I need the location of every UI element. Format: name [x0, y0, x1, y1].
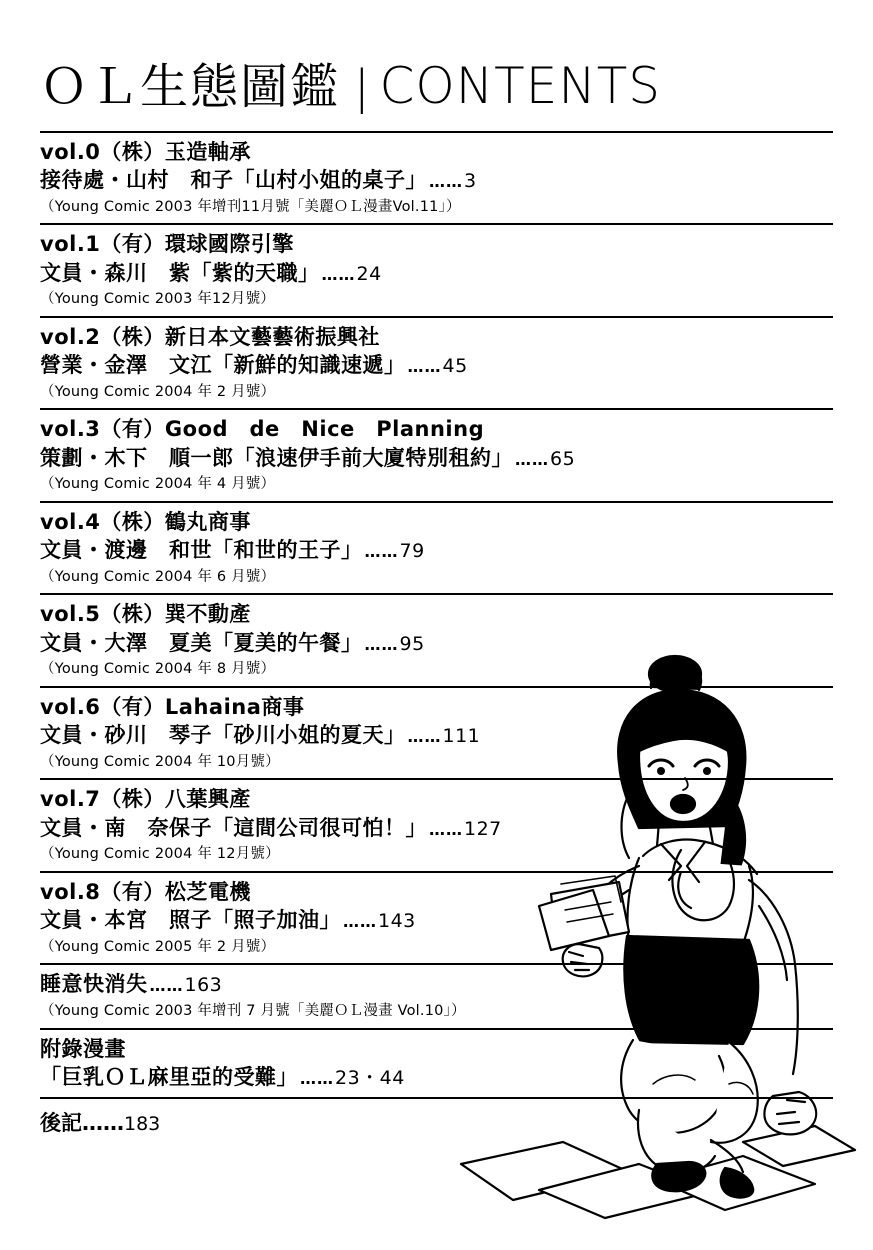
- toc-entry[interactable]: [40, 131, 833, 223]
- appendix-title: 「巨乳ＯＬ麻里亞的受難」: [40, 1064, 298, 1089]
- toc-entry-title: 文員・大澤 夏美「夏美的午餐」: [40, 630, 363, 655]
- toc-entry-title: 文員・本宮 照子「照子加油」: [40, 908, 341, 933]
- toc-entry[interactable]: [40, 686, 833, 778]
- toc-entry-title: 策劃・木下 順一郎「浪速伊手前大廈特別租約」: [40, 445, 513, 470]
- toc-entry-source: （Young Comic 2004 年 6 月號）: [40, 568, 276, 585]
- toc-entry-title: 文員・南 奈保子「這間公司很可怕！」: [40, 815, 427, 840]
- toc-entry-title: 文員・渡邊 和世「和世的王子」: [40, 538, 363, 563]
- toc-entry-source: （Young Comic 2003 年12月號）: [40, 291, 275, 308]
- toc-entry-volume: vol.1（有）環球國際引擎: [40, 232, 294, 257]
- toc-entry-source: （Young Comic 2003 年增刊11月號「美麗ＯＬ漫畫Vol.11」）: [40, 198, 461, 215]
- toc-entry-page: 45: [442, 355, 468, 378]
- toc-entry[interactable]: [40, 316, 833, 408]
- header-separator: |: [354, 60, 370, 114]
- toc-entry-title-line: [40, 444, 833, 473]
- toc-entry-source: （Young Comic 2004 年 2 月號）: [40, 383, 276, 400]
- header-title-contents: CONTENTS: [379, 57, 662, 115]
- toc-entry-source: （Young Comic 2005 年 2 月號）: [40, 938, 276, 955]
- toc-entry-title: 接待處・山村 和子「山村小姐的桌子」: [40, 168, 427, 193]
- leader-dots: ……: [343, 912, 377, 932]
- leader-dots: ……: [321, 264, 356, 284]
- toc-entry[interactable]: [40, 871, 833, 963]
- toc-entry-title: 文員・森川 紫「紫的天職」: [40, 260, 320, 285]
- leader-dots: ……: [407, 727, 442, 747]
- toc-entry[interactable]: [40, 408, 833, 500]
- page-header: [0, 0, 873, 117]
- toc-entry-volume: vol.8（有）松芝電機: [40, 879, 251, 904]
- toc-entry-source: （Young Comic 2004 年 12月號）: [40, 846, 280, 863]
- toc-entry-volume: vol.5（株）巽不動產: [40, 602, 251, 627]
- toc-entry-volume: vol.0（株）玉造軸承: [40, 140, 251, 164]
- toc-entry-volume: vol.7（株）八葉興產: [40, 787, 251, 812]
- toc-entry-title-line: [40, 721, 833, 750]
- toc-entry-title: 睡意快消失: [40, 972, 148, 997]
- toc-entry-title-line: [40, 259, 833, 288]
- header-title-cjk: ＯＬ生態圖鑑: [40, 59, 341, 115]
- leader-dots: ……: [429, 819, 463, 839]
- toc-entry-extra[interactable]: [40, 963, 833, 1027]
- toc-entry[interactable]: [40, 501, 833, 593]
- leader-dots: ……: [149, 976, 184, 996]
- toc-entry-page: 143: [378, 910, 416, 933]
- toc-entry-page: 95: [399, 632, 425, 655]
- toc-entry-volume: vol.2（株）新日本文藝藝術振興社: [40, 324, 380, 349]
- afterword-page: 183: [124, 1113, 161, 1136]
- toc-entry-appendix[interactable]: [40, 1028, 833, 1098]
- toc-entry[interactable]: [40, 223, 833, 315]
- toc-entry-title-line: [40, 536, 833, 565]
- toc-entry-afterword[interactable]: [40, 1097, 833, 1137]
- toc-entry-page: 79: [399, 540, 425, 563]
- toc-entry-page: 3: [464, 170, 477, 193]
- toc-entry-title-line: [40, 1063, 833, 1092]
- toc-entry-source: （Young Comic 2004 年 8 月號）: [40, 661, 276, 678]
- toc-entry-title: 營業・金澤 文江「新鮮的知識速遞」: [40, 353, 406, 378]
- afterword-label: 後記: [40, 1111, 82, 1136]
- toc-entry-title-line: [40, 166, 833, 195]
- appendix-heading: 附錄漫畫: [40, 1036, 126, 1061]
- leader-dots: ……: [300, 1068, 334, 1088]
- toc-entry-title-line: [40, 814, 833, 843]
- leader-dots: ……: [364, 542, 399, 562]
- table-of-contents: [40, 131, 833, 1137]
- toc-entry-page: 163: [184, 974, 223, 997]
- toc-entry-volume: vol.6（有）Lahaina商事: [40, 694, 305, 719]
- appendix-page: 23・44: [335, 1066, 405, 1089]
- toc-entry-page: 111: [442, 725, 481, 748]
- leader-dots: ……: [364, 634, 399, 654]
- leader-dots: ……: [515, 449, 549, 469]
- toc-entry[interactable]: [40, 593, 833, 685]
- toc-entry-page: 24: [356, 262, 382, 285]
- toc-entry-title-line: [40, 629, 833, 658]
- toc-entry[interactable]: [40, 778, 833, 870]
- toc-entry-source: （Young Comic 2004 年 10月號）: [40, 753, 280, 770]
- toc-entry-title: 文員・砂川 琴子「砂川小姐的夏天」: [40, 723, 406, 748]
- leader-dots: ……: [82, 1111, 124, 1136]
- toc-entry-page: 127: [464, 817, 502, 840]
- toc-entry-volume: vol.4（株）鶴丸商事: [40, 509, 251, 534]
- toc-entry-title-line: [40, 906, 833, 935]
- leader-dots: ……: [407, 357, 442, 377]
- toc-entry-volume: vol.3（有）Good de Nice Planning: [40, 417, 485, 442]
- toc-entry-title-line: [40, 351, 833, 380]
- toc-entry-page: 65: [550, 447, 576, 470]
- toc-entry-title-line: [40, 970, 833, 999]
- leader-dots: ……: [429, 172, 463, 192]
- toc-entry-source: （Young Comic 2003 年增刊 7 月號「美麗ＯＬ漫畫 Vol.10」）: [40, 1002, 466, 1019]
- toc-entry-source: （Young Comic 2004 年 4 月號）: [40, 476, 276, 493]
